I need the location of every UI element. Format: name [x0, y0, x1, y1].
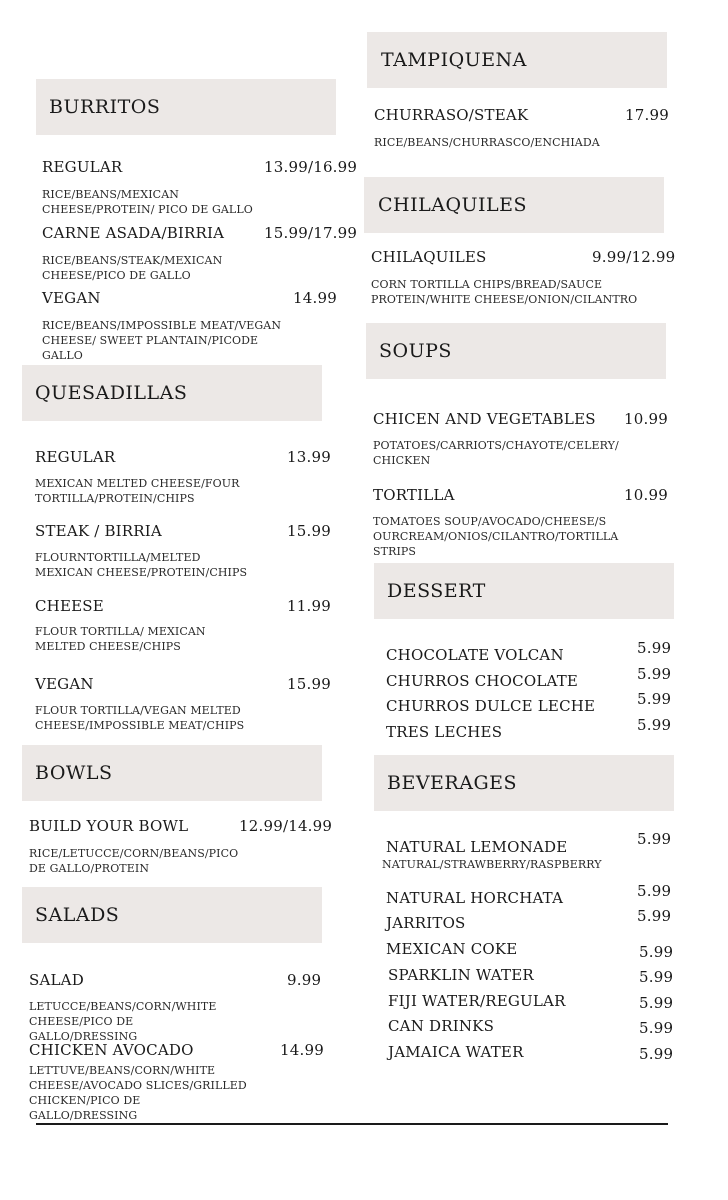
menu-item-price: 9.99/12.99: [592, 248, 676, 266]
menu-item-price: 15.99: [287, 675, 331, 693]
menu-item-price: 11.99: [287, 597, 331, 615]
soups-header: [366, 323, 666, 379]
menu-item-desc: NATURAL/STRAWBERRY/RASPBERRY: [382, 858, 602, 871]
menu-item-desc: MEXICAN MELTED CHEESE/FOUR TORTILLA/PROTEIN/CHIPS: [35, 477, 240, 505]
quesadillas-header: [22, 365, 322, 421]
menu-item-name: TORTILLA: [373, 486, 455, 504]
menu-item-price: 14.99: [293, 289, 337, 307]
menu-item-name: CHURROS CHOCOLATE: [386, 672, 579, 690]
menu-item-price: 14.99: [280, 1041, 324, 1059]
menu-item-name: SALAD: [29, 971, 84, 989]
menu-item-desc: CORN TORTILLA CHIPS/BREAD/SAUCE PROTEIN/WHITE CHEESE/ONION/CILANTRO: [371, 278, 638, 306]
menu-item-desc: RICE/BEANS/CHURRASCO/ENCHIADA: [374, 136, 600, 149]
menu-item-desc: TOMATOES SOUP/AVOCADO/CHEESE/S OURCREAM/ONIOS/CILANTRO/TORTILLA STRIPS: [373, 515, 619, 558]
menu-item-name: STEAK / BIRRIA: [35, 522, 162, 540]
menu-item-name: VEGAN: [42, 289, 101, 307]
menu-item-desc: LETUCCE/BEANS/CORN/WHITE CHEESE/PICO DE GALLO/DRESSING: [29, 1000, 217, 1043]
section-title: DESSERT: [387, 580, 486, 602]
section-title: SOUPS: [379, 340, 452, 362]
bowls-header: [22, 745, 322, 801]
dessert-header: [374, 563, 674, 619]
menu-item-desc: POTATOES/CARRIOTS/CHAYOTE/CELERY/ CHICKEN: [373, 439, 619, 467]
menu-item-price: 10.99: [624, 410, 668, 428]
menu-item-price: 5.99: [637, 907, 672, 925]
menu-item-price: 5.99: [637, 639, 672, 657]
section-title: BEVERAGES: [387, 772, 518, 794]
salads-header: [22, 887, 322, 943]
menu-item-desc: RICE/LETUCCE/CORN/BEANS/PICO DE GALLO/PROTEIN: [29, 847, 239, 875]
menu-item-name: JAMAICA WATER: [388, 1043, 524, 1061]
menu-item-name: CAN DRINKS: [388, 1017, 495, 1035]
menu-item-desc: FLOUR TORTILLA/VEGAN MELTED CHEESE/IMPOSSIBLE MEAT/CHIPS: [35, 704, 245, 732]
menu-item-desc: RICE/BEANS/MEXICAN CHEESE/PROTEIN/ PICO DE GALLO: [42, 188, 253, 216]
menu-item-name: CHOCOLATE VOLCAN: [386, 646, 564, 664]
menu-item-desc: FLOURNTORTILLA/MELTED MEXICAN CHEESE/PROTEIN/CHIPS: [35, 551, 248, 579]
menu-item-name: CHEESE: [35, 597, 104, 615]
menu-item-name: MEXICAN COKE: [386, 940, 518, 958]
menu-item-price: 15.99/17.99: [264, 224, 358, 242]
menu-item-name: CHILAQUILES: [371, 248, 487, 266]
tampiquena-header: [367, 32, 667, 88]
menu-item-price: 13.99/16.99: [264, 158, 358, 176]
menu-item-price: 9.99: [287, 971, 322, 989]
menu-item-desc: RICE/BEANS/IMPOSSIBLE MEAT/VEGAN CHEESE/ SWEET PLANTAIN/PICODE GALLO: [42, 319, 282, 362]
menu-item-price: 5.99: [637, 882, 672, 900]
menu-item-name: REGULAR: [35, 448, 116, 466]
menu-item-name: NATURAL LEMONADE: [386, 838, 568, 856]
menu-item-price: 10.99: [624, 486, 668, 504]
menu-item-price: 5.99: [637, 665, 672, 683]
menu-item-price: 13.99: [287, 448, 331, 466]
menu-item-name: REGULAR: [42, 158, 123, 176]
menu-item-price: 5.99: [637, 716, 672, 734]
menu-item-name: BUILD YOUR BOWL: [29, 817, 189, 835]
bottom-divider: [36, 1123, 668, 1125]
menu-item-price: 17.99: [625, 106, 669, 124]
section-title: BOWLS: [35, 762, 113, 784]
beverages-header: [374, 755, 674, 811]
menu-item-price: 5.99: [637, 690, 672, 708]
section-title: SALADS: [35, 904, 120, 926]
menu-item-name: FIJI WATER/REGULAR: [388, 992, 566, 1010]
burritos-header: [36, 79, 336, 135]
menu-item-price: 15.99: [287, 522, 331, 540]
menu-item-price: 5.99: [639, 994, 674, 1012]
menu-item-name: TRES LECHES: [386, 723, 503, 741]
menu-item-name: CARNE ASADA/BIRRIA: [42, 224, 225, 242]
section-title: CHILAQUILES: [378, 194, 528, 216]
menu-item-name: CHICKEN AVOCADO: [29, 1041, 194, 1059]
menu-item-price: 5.99: [637, 830, 672, 848]
menu-item-price: 5.99: [639, 968, 674, 986]
menu-item-name: SPARKLIN WATER: [388, 966, 534, 984]
menu-item-desc: RICE/BEANS/STEAK/MEXICAN CHEESE/PICO DE GALLO: [42, 254, 223, 282]
menu-item-name: CHICEN AND VEGETABLES: [373, 410, 596, 428]
menu-item-desc: FLOUR TORTILLA/ MEXICAN MELTED CHEESE/CHIPS: [35, 625, 206, 653]
menu-item-name: JARRITOS: [386, 914, 466, 932]
menu-item-desc: LETTUVE/BEANS/CORN/WHITE CHEESE/AVOCADO SLICES/GRILLED CHICKEN/PICO DE GALLO/DRESSING: [29, 1064, 247, 1122]
menu-item-name: CHURRASO/STEAK: [374, 106, 529, 124]
menu-item-name: NATURAL HORCHATA: [386, 889, 564, 907]
menu-item-price: 5.99: [639, 1045, 674, 1063]
section-title: TAMPIQUENA: [381, 49, 527, 71]
menu-item-price: 5.99: [639, 943, 674, 961]
section-title: BURRITOS: [49, 96, 161, 118]
section-title: QUESADILLAS: [35, 382, 188, 404]
menu-item-price: 12.99/14.99: [239, 817, 333, 835]
menu-item-name: VEGAN: [35, 675, 94, 693]
chilaquiles-header: [364, 177, 664, 233]
menu-item-name: CHURROS DULCE LECHE: [386, 697, 596, 715]
menu-item-price: 5.99: [639, 1019, 674, 1037]
